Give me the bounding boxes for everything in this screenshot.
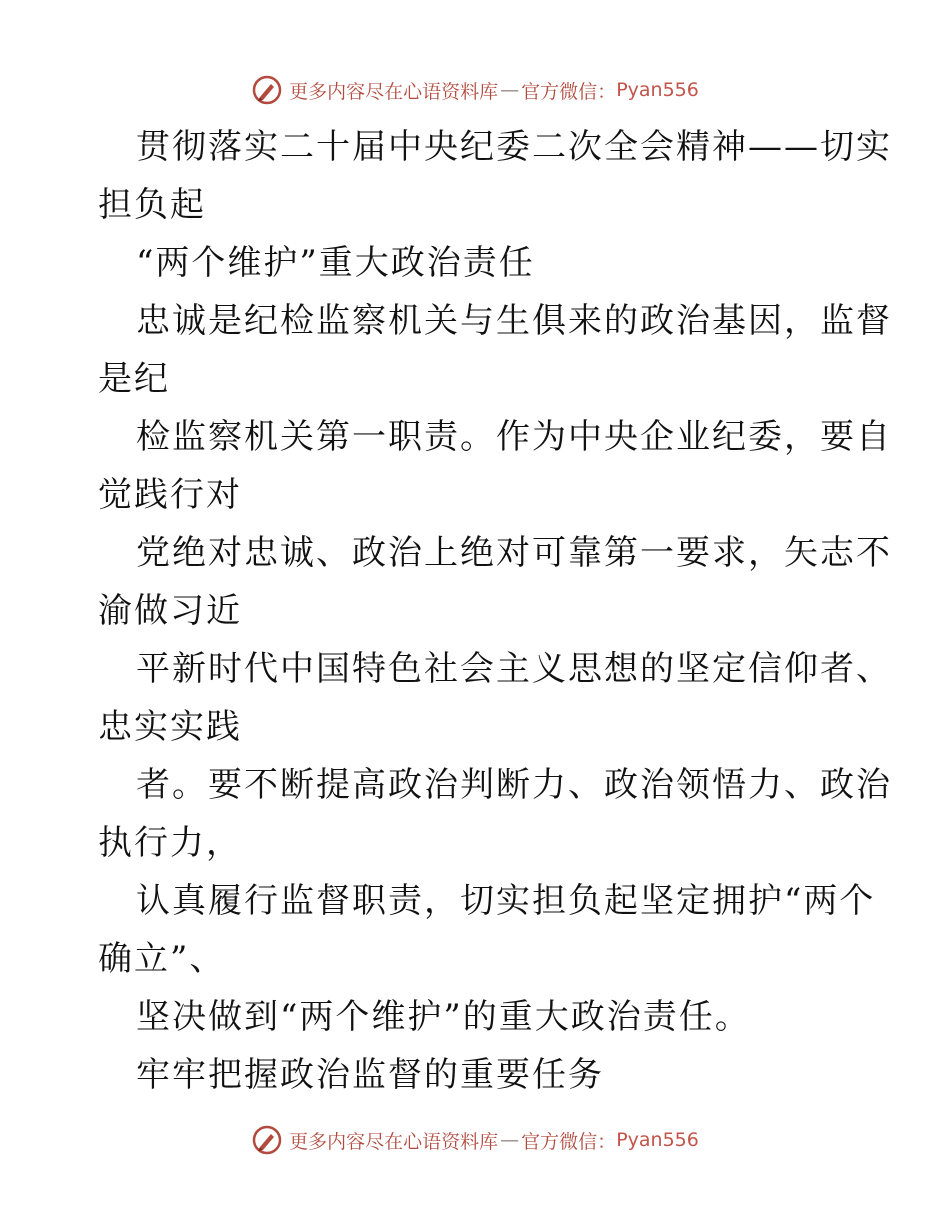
text-line: 贯彻落实二十届中央纪委二次全会精神——切实	[136, 127, 892, 167]
watermark-separator: —	[500, 79, 520, 101]
text-line: 党绝对忠诚、政治上绝对可靠第一要求，矢志不	[136, 533, 892, 573]
watermark-separator: —	[500, 1129, 520, 1151]
text-line: 平新时代中国特色社会主义思想的坚定信仰者、	[136, 649, 892, 689]
text-line: 担负起	[98, 185, 206, 225]
text-line: 牢牢把握政治监督的重要任务	[136, 1055, 604, 1095]
watermark-text: 更多内容尽在心语资料库	[289, 1130, 499, 1153]
text-line: 认真履行监督职责，切实担负起坚定拥护“两个	[136, 881, 876, 921]
text-line: 忠诚是纪检监察机关与生俱来的政治基因，监督	[136, 301, 892, 341]
text-line: 觉践行对	[98, 475, 242, 515]
text-line: 确立”、	[98, 939, 226, 979]
text-line: 检监察机关第一职责。作为中央企业纪委，要自	[136, 417, 892, 457]
pen-logo-icon	[251, 1124, 283, 1156]
document-body	[98, 118, 892, 1104]
watermark-text: 更多内容尽在心语资料库	[289, 80, 499, 103]
text-line: 渝做习近	[98, 591, 242, 631]
text-line: 忠实实践	[98, 707, 242, 747]
text-line: 坚决做到“两个维护”的重大政治责任。	[136, 997, 751, 1037]
watermark-handle: Pyan556	[616, 79, 699, 101]
watermark-wechat-label: 官方微信：	[521, 1130, 617, 1153]
watermark-handle: Pyan556	[616, 1129, 699, 1151]
header-watermark	[0, 70, 950, 110]
text-line: 者。要不断提高政治判断力、政治领悟力、政治	[136, 765, 892, 805]
pen-logo-icon	[251, 74, 283, 106]
text-line: 是纪	[98, 359, 170, 399]
text-line: 执行力，	[98, 823, 242, 863]
footer-watermark	[0, 1120, 950, 1160]
watermark-wechat-label: 官方微信：	[521, 80, 617, 103]
text-line: “两个维护”重大政治责任	[136, 243, 535, 283]
